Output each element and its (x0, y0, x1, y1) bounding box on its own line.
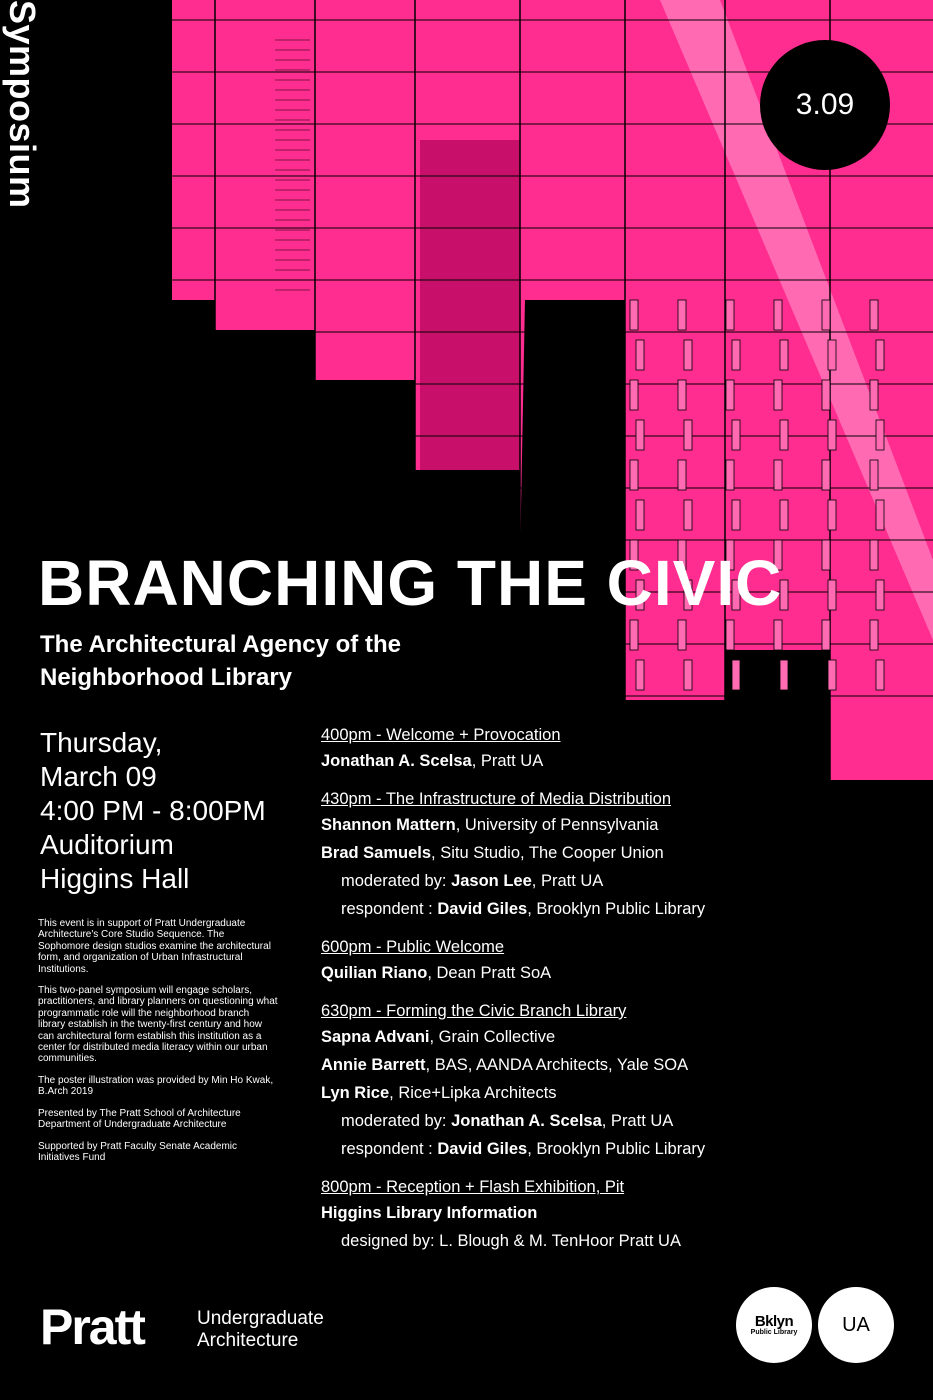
book-spine (870, 380, 878, 410)
moderator-name: Jonathan A. Scelsa (451, 1112, 602, 1130)
speaker-affiliation: , University of Pennsylvania (455, 816, 659, 834)
department-line-1: Undergraduate (197, 1308, 324, 1329)
book-spine (870, 300, 878, 330)
book-spine (684, 340, 692, 370)
subtitle: The Architectural Agency of the Neighborhood Library (40, 631, 401, 691)
slot-time: 800pm - Reception + Flash Exhibition, Pit (321, 1178, 625, 1196)
book-spine (726, 300, 734, 330)
book-spine (876, 420, 884, 450)
book-spine (876, 500, 884, 530)
shelf-void (520, 300, 625, 560)
book-spine (726, 460, 734, 490)
description-paragraph: Supported by Pratt Faculty Senate Academic Initiatives Fund (38, 1140, 237, 1163)
slot-time: 430pm - The Infrastructure of Media Distribution (321, 790, 672, 808)
ua-logo: UA (818, 1287, 894, 1363)
department-label (197, 1308, 324, 1352)
book-spine (732, 500, 740, 530)
program-slot (321, 787, 921, 923)
bklyn-logo-subtext: Public Library (750, 1328, 798, 1336)
book-spine (636, 420, 644, 450)
book-spine (780, 340, 788, 370)
book-spine (774, 380, 782, 410)
book-spine (678, 620, 686, 650)
moderator-name: Jason Lee (451, 872, 532, 890)
speaker-name: Lyn Rice (321, 1084, 390, 1102)
book-spine (828, 420, 836, 450)
vertical-title (2, 0, 43, 250)
main-title-pink: CIVIC (606, 547, 783, 619)
book-spine (780, 420, 788, 450)
book-spine (630, 380, 638, 410)
speaker-name: Brad Samuels (321, 844, 432, 862)
slot-time: 600pm - Public Welcome (321, 938, 505, 956)
description (38, 918, 278, 1173)
main-title-white: BRANCHING THE (38, 547, 607, 619)
book-spine (780, 660, 788, 690)
book-spine (876, 340, 884, 370)
date-badge (760, 40, 890, 170)
designed-by-line: designed by: L. Blough & M. TenHoor Pratt UA (341, 1232, 681, 1250)
speaker-name: Higgins Library Information (321, 1204, 538, 1222)
moderator-affiliation: , Pratt UA (601, 1112, 674, 1130)
program-slot (321, 723, 921, 775)
description-paragraph: This two-panel symposium will engage scholars, practitioners, and library planners on questioning what programmatic role will the neighborhood branch library establish in the twenty-first century and how can architectural form establish this institution as a center for distributed media literacy within our urban communities. (38, 985, 278, 1065)
pratt-logo: Pratt (40, 1299, 144, 1355)
speaker (321, 1051, 921, 1079)
book-spine (636, 500, 644, 530)
vertical-title-text: Symposium (2, 0, 43, 209)
book-spine (822, 540, 830, 570)
book-spine (726, 620, 734, 650)
speaker-name: Annie Barrett (321, 1056, 426, 1074)
main-title (38, 548, 782, 618)
event-time: 4:00 PM - 8:00PM (40, 795, 266, 826)
speaker-affiliation: , BAS, AANDA Architects, Yale SOA (425, 1056, 689, 1074)
book-spine (774, 460, 782, 490)
event-info (40, 726, 266, 896)
speaker-name: Sapna Advani (321, 1028, 430, 1046)
book-spine (678, 460, 686, 490)
book-spine (726, 380, 734, 410)
program-slot (321, 999, 921, 1163)
speaker-name: Jonathan A. Scelsa (321, 752, 472, 770)
speaker-name: Quilian Riano (321, 964, 428, 982)
speaker-affiliation: , Pratt UA (471, 752, 544, 770)
speaker-name: Shannon Mattern (321, 816, 456, 834)
description-paragraph: This event is in support of Pratt Undergraduate Architecture's Core Studio Sequence. The Sophomore design studios examine the architectural form, and organization of Urban Infrastructural Institutions. (38, 918, 271, 975)
event-day: Thursday, (40, 727, 163, 758)
book-spine (630, 620, 638, 650)
book-spine (828, 580, 836, 610)
book-spine (636, 340, 644, 370)
respondent-affiliation: , Brooklyn Public Library (527, 900, 706, 918)
book-spine (630, 300, 638, 330)
book-spine (636, 660, 644, 690)
book-spine (774, 300, 782, 330)
book-spine (732, 340, 740, 370)
moderator-label: moderated by: (341, 1112, 452, 1130)
speaker (321, 839, 921, 867)
slot-time: 630pm - Forming the Civic Branch Library (321, 1002, 627, 1020)
book-spine (870, 620, 878, 650)
bklyn-logo-text: Bklyn (754, 1312, 794, 1330)
book-spine (630, 460, 638, 490)
book-spine (780, 500, 788, 530)
program-schedule (321, 723, 921, 1267)
respondent-line (321, 1135, 921, 1163)
book-spine (678, 300, 686, 330)
moderator-line (321, 867, 921, 895)
speaker (321, 1199, 921, 1227)
book-spine (870, 460, 878, 490)
event-venue: Auditorium (40, 829, 174, 860)
speaker (321, 747, 921, 775)
book-spine (876, 580, 884, 610)
program-slot (321, 935, 921, 987)
book-spine (822, 300, 830, 330)
moderator-affiliation: , Pratt UA (531, 872, 604, 890)
moderator-label: moderated by: (341, 872, 452, 890)
speaker-affiliation: , Situ Studio, The Cooper Union (431, 844, 664, 862)
date-badge-text: 3.09 (795, 88, 855, 121)
book-spine (684, 500, 692, 530)
moderator-line (321, 1107, 921, 1135)
book-spine (828, 340, 836, 370)
speaker (321, 959, 921, 987)
department-line-2: Architecture (197, 1330, 299, 1351)
brooklyn-public-library-logo (736, 1287, 812, 1363)
book-spine (828, 660, 836, 690)
book-spine (684, 420, 692, 450)
book-spine (732, 420, 740, 450)
speaker-affiliation: , Dean Pratt SoA (427, 964, 552, 982)
slot-time: 400pm - Welcome + Provocation (321, 726, 561, 744)
book-spine (828, 500, 836, 530)
event-building: Higgins Hall (40, 863, 190, 894)
respondent-line (321, 895, 921, 923)
respondent-label: respondent : (341, 1140, 438, 1158)
book-spine (822, 380, 830, 410)
book-spine (876, 660, 884, 690)
speaker-affiliation: , Rice+Lipka Architects (389, 1084, 557, 1102)
book-spine (774, 620, 782, 650)
speaker (321, 1079, 921, 1107)
book-spine (678, 380, 686, 410)
book-spine (684, 660, 692, 690)
respondent-label: respondent : (341, 900, 438, 918)
event-date: March 09 (40, 761, 157, 792)
book-spine (822, 460, 830, 490)
program-slot (321, 1175, 921, 1255)
respondent-name: David Giles (437, 1140, 528, 1158)
book-spine (822, 620, 830, 650)
shelf-opening (420, 140, 520, 470)
speaker (321, 1023, 921, 1051)
book-spine (732, 660, 740, 690)
description-paragraph: Presented by The Pratt School of Architecture Department of Undergraduate Architecture (38, 1107, 241, 1131)
respondent-name: David Giles (437, 900, 528, 918)
respondent-affiliation: , Brooklyn Public Library (527, 1140, 706, 1158)
book-spine (870, 540, 878, 570)
description-paragraph: The poster illustration was provided by Min Ho Kwak, B.Arch 2019 (38, 1074, 274, 1098)
speaker-affiliation: , Grain Collective (429, 1028, 556, 1046)
speaker (321, 811, 921, 839)
